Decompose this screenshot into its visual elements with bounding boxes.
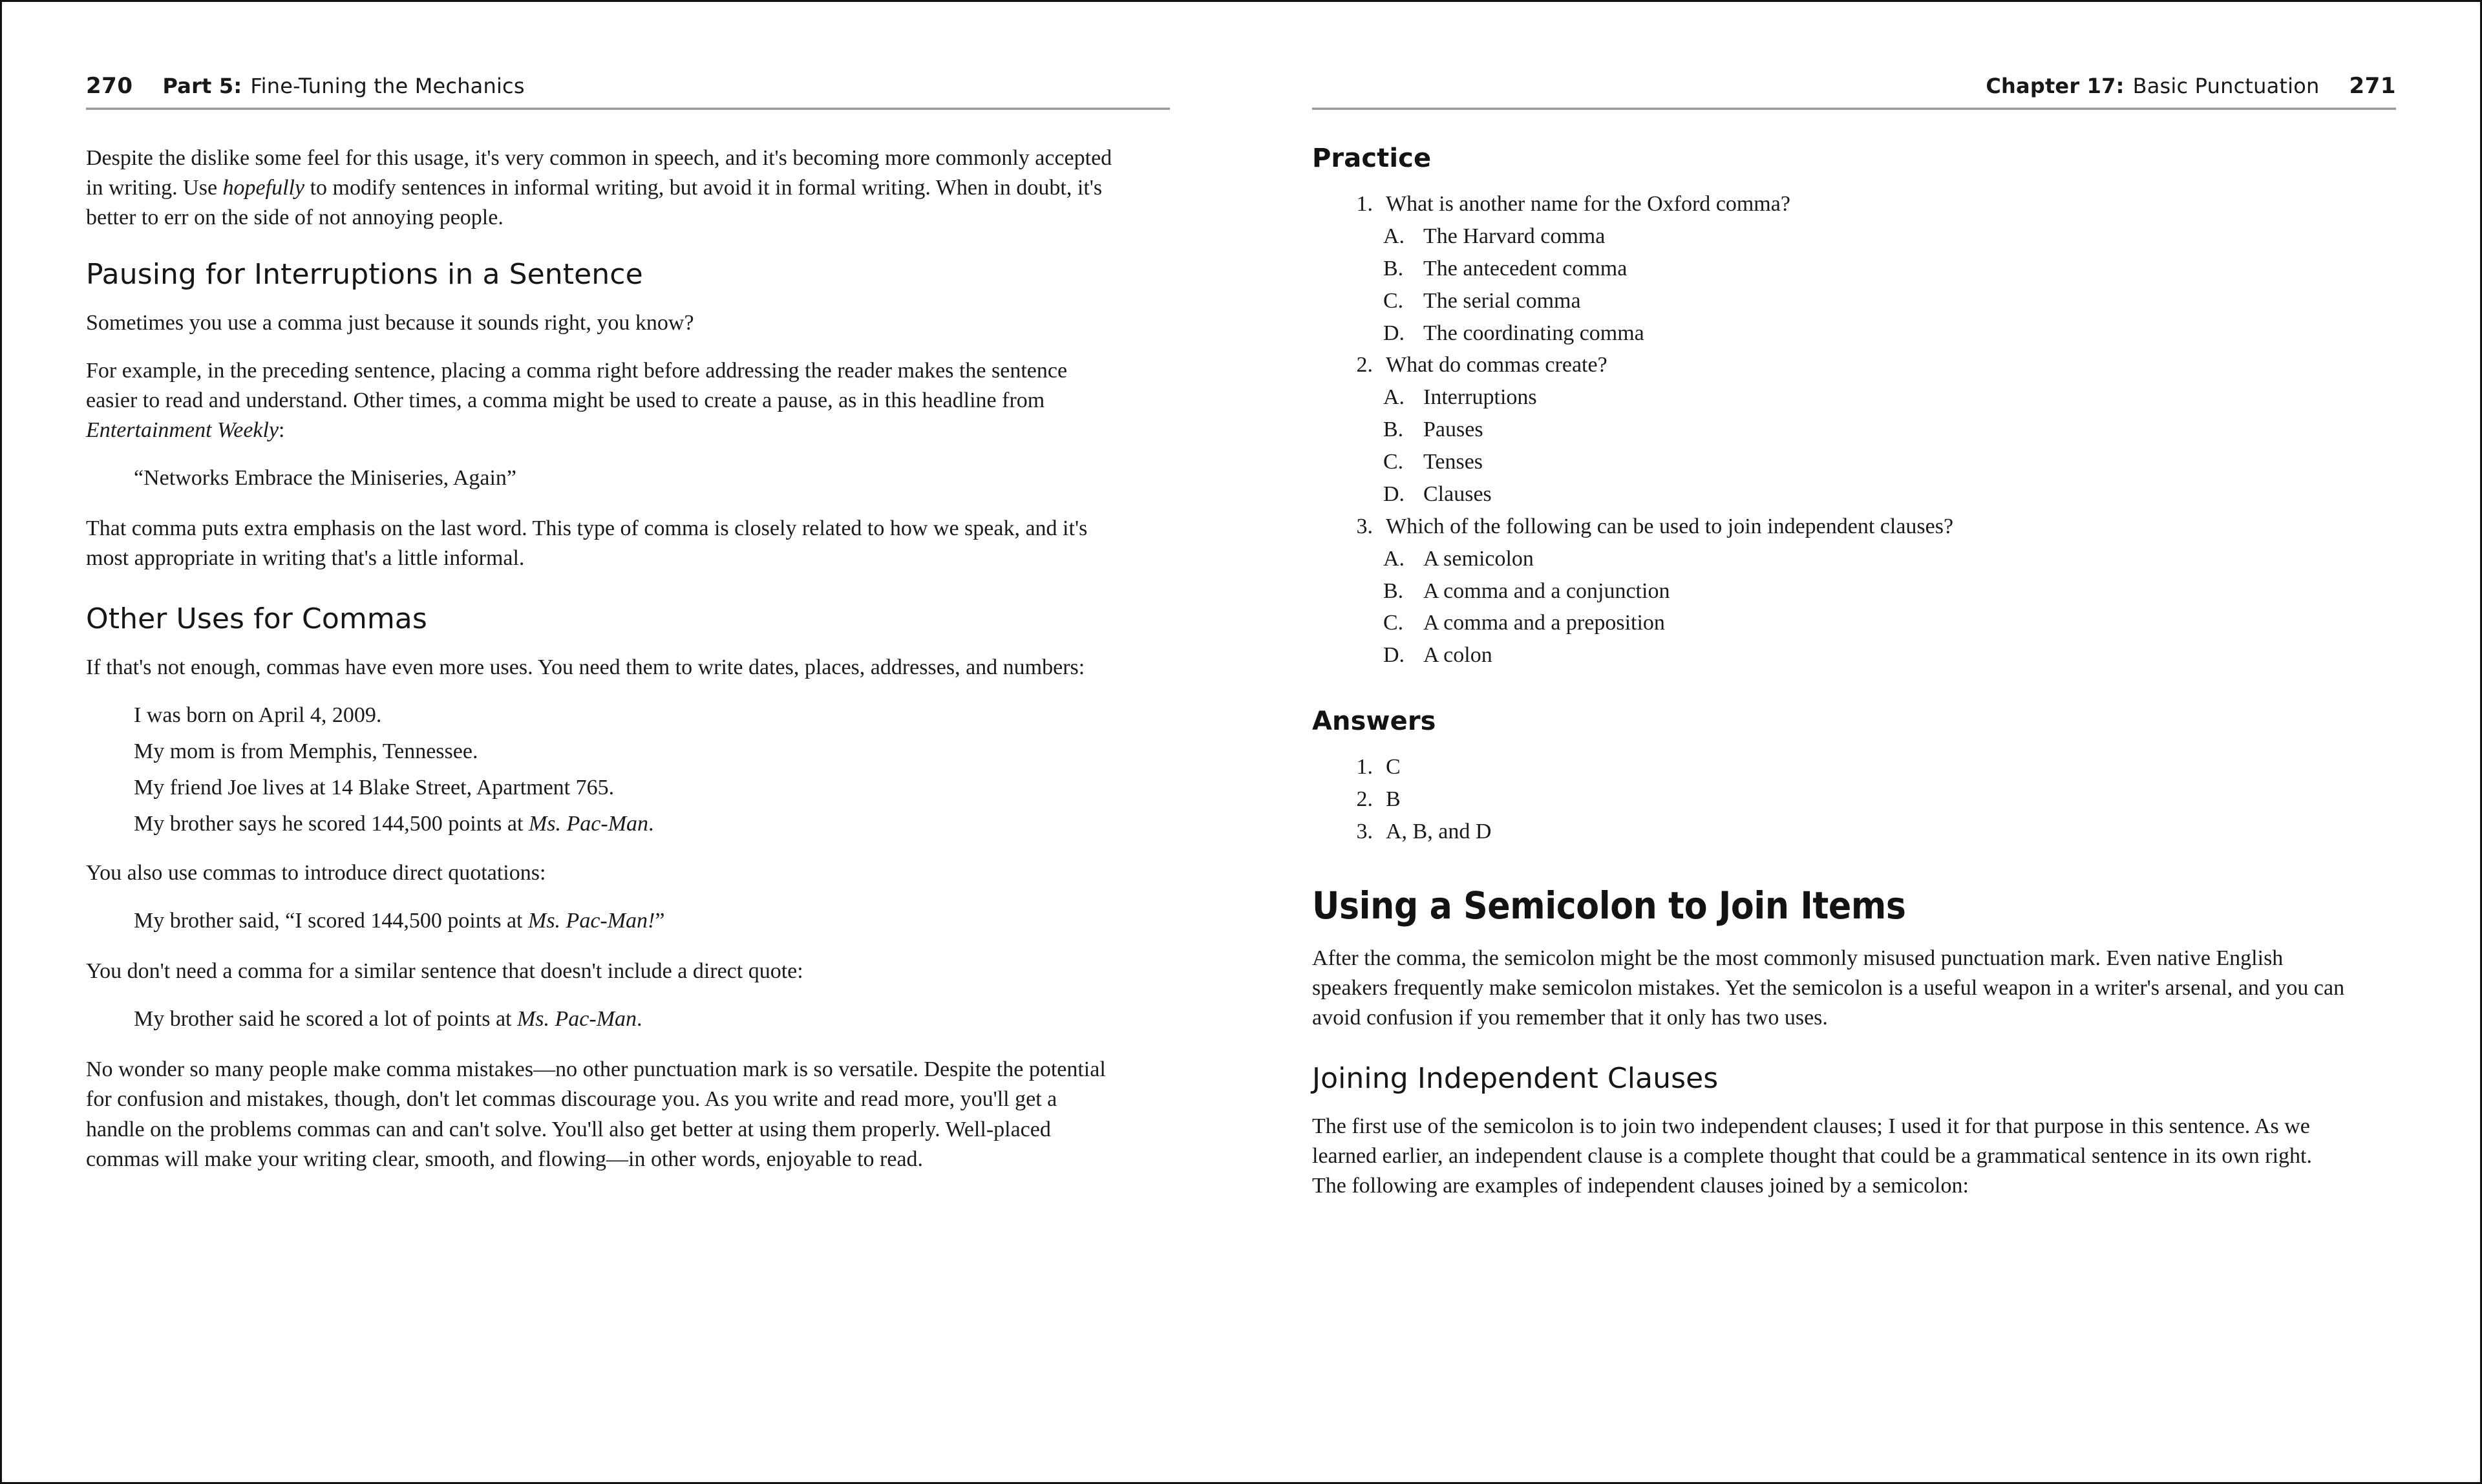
pausing-text-b: : <box>279 418 285 442</box>
option-letter: A. <box>1383 385 1405 410</box>
option-text: The Harvard comma <box>1423 224 1606 248</box>
right-header-rule <box>1312 107 2396 110</box>
game-title-2: Ms. Pac-Man! <box>528 909 655 933</box>
answer-text: A, B, and D <box>1386 819 1492 843</box>
pausing-paragraph-1: Sometimes you use a comma just because it sounds right, you know? <box>86 310 694 335</box>
question-number: 3. <box>1356 514 1373 538</box>
indirect-quote-example-block <box>86 1004 1170 1034</box>
pausing-text-a: For example, in the preceding sentence, placing a comma right before addressing the reader makes the sentence easier to read and understand. Other times, a comma might be used to create a pause, as in this headline from <box>86 358 1068 412</box>
comma-example-number-tail: . <box>648 812 654 836</box>
option-text: A colon <box>1423 643 1492 668</box>
intro-text-b: to modify sentences in informal writing, but avoid it in formal writing. When in doubt, it's better to err on the side of not annoying people. <box>86 176 1103 230</box>
heading-pausing-interruptions: Pausing for Interruptions in a Sentence <box>86 258 643 292</box>
right-page <box>1241 2 2480 1482</box>
practice-question-3 <box>1312 513 2396 670</box>
right-body-column <box>1312 143 2396 1202</box>
option-letter: B. <box>1383 578 1404 603</box>
game-title-1: Ms. Pac-Man <box>528 812 649 836</box>
option-row[interactable] <box>1312 480 2396 509</box>
option-letter: C. <box>1383 611 1404 635</box>
page-number-left: 270 <box>86 73 133 99</box>
option-text: A comma and a preposition <box>1423 611 1665 635</box>
option-text: The antecedent comma <box>1423 256 1628 281</box>
option-text: Tenses <box>1423 450 1483 474</box>
two-page-spread <box>2 2 2480 1482</box>
option-letter: D. <box>1383 321 1405 345</box>
noquote-text-a: My brother said he scored a lot of points at <box>134 1007 517 1032</box>
quote-text-b: ” <box>655 909 665 933</box>
option-letter: A. <box>1383 546 1405 571</box>
heading-using-a-semicolon: Using a Semicolon to Join Items <box>1312 883 1906 928</box>
answer-number: 2. <box>1356 787 1373 811</box>
left-page <box>2 2 1241 1482</box>
option-text: Pauses <box>1423 418 1483 442</box>
practice-question-list <box>1312 190 2396 670</box>
option-text: Interruptions <box>1423 385 1537 410</box>
pausing-paragraph-2 <box>86 356 1120 445</box>
option-row[interactable] <box>1312 545 2396 574</box>
other-uses-paragraph-1: If that's not enough, commas have even more uses. You need them to write dates, places, addresses, and numbers: <box>86 655 1085 679</box>
option-letter: C. <box>1383 288 1404 313</box>
answer-number: 3. <box>1356 819 1373 843</box>
practice-question-2 <box>1312 351 2396 509</box>
question-text: Which of the following can be used to join independent clauses? <box>1386 514 1954 538</box>
comma-example-place: My mom is from Memphis, Tennessee. <box>134 739 478 763</box>
noquote-text-b: . <box>637 1007 642 1032</box>
option-letter: D. <box>1383 482 1405 506</box>
question-row <box>1312 513 2396 542</box>
answer-row <box>1312 818 2396 847</box>
answers-list <box>1312 753 2396 847</box>
answer-text: B <box>1386 787 1401 811</box>
left-header-rule <box>86 107 1170 110</box>
option-letter: B. <box>1383 418 1404 442</box>
option-row[interactable] <box>1312 287 2396 316</box>
answer-row <box>1312 785 2396 814</box>
page-number-right: 271 <box>2349 73 2396 99</box>
option-row[interactable] <box>1312 609 2396 638</box>
option-row[interactable] <box>1312 319 2396 348</box>
pausing-paragraph-3: That comma puts extra emphasis on the last word. This type of comma is closely related to how we speak, and it's most appropriate in writing that's a little informal. <box>86 516 1088 571</box>
question-text: What do commas create? <box>1386 353 1607 377</box>
option-row[interactable] <box>1312 222 2396 251</box>
option-letter: B. <box>1383 256 1404 281</box>
left-body-column <box>86 143 1170 1174</box>
game-title-3: Ms. Pac-Man <box>516 1007 637 1032</box>
right-running-head <box>1312 73 2396 101</box>
option-text: A semicolon <box>1423 546 1534 571</box>
other-uses-paragraph-4: No wonder so many people make comma mistakes—no other punctuation mark is so versatile. Despite the potential for confusion and mistakes, though, don't let commas discourage you. As you write and read more, you'll get a handle on the problems commas can and can't solve. You'll also get better at using them properly. Well-placed commas will make your writing clear, smooth, and flowing—in other words, enjoyable to read. <box>86 1057 1106 1171</box>
option-letter: C. <box>1383 450 1404 474</box>
option-row[interactable] <box>1312 641 2396 670</box>
comma-examples-list <box>86 701 1170 839</box>
chapter-title: Basic Punctuation <box>2132 74 2320 98</box>
option-row[interactable] <box>1312 448 2396 477</box>
part-title: Fine-Tuning the Mechanics <box>250 74 525 98</box>
option-letter: A. <box>1383 224 1405 248</box>
quote-text-a: My brother said, “I scored 144,500 points at <box>134 909 528 933</box>
comma-example-date: I was born on April 4, 2009. <box>134 703 382 727</box>
heading-joining-independent-clauses: Joining Independent Clauses <box>1312 1061 1719 1095</box>
option-row[interactable] <box>1312 416 2396 445</box>
other-uses-paragraph-2: You also use commas to introduce direct quotations: <box>86 861 546 885</box>
semicolon-intro-paragraph: After the comma, the semicolon might be the most commonly misused punctuation mark. Even native English speakers frequently make semicolon mistakes. Yet the semicolon is a useful weapon in a writer's arsenal, and you can avoid confusion if you remember that it only has two uses. <box>1312 946 2345 1030</box>
option-text: The serial comma <box>1423 288 1581 313</box>
intro-emphasis: hopefully <box>222 176 305 200</box>
indirect-quote-example <box>86 1004 1170 1034</box>
comma-example-address: My friend Joe lives at 14 Blake Street, Apartment 765. <box>134 776 615 800</box>
option-row[interactable] <box>1312 577 2396 606</box>
heading-other-uses-for-commas: Other Uses for Commas <box>86 602 427 636</box>
magazine-title: Entertainment Weekly <box>86 418 279 442</box>
option-text: A comma and a conjunction <box>1423 578 1670 603</box>
option-row[interactable] <box>1312 383 2396 412</box>
intro-text-a: Despite the dislike some feel for this usage, it's very common in speech, and it's becoming more commonly accepted in writing. Use <box>86 146 1112 200</box>
other-uses-paragraph-3: You don't need a comma for a similar sentence that doesn't include a direct quote: <box>86 959 803 984</box>
direct-quote-example <box>86 906 1170 936</box>
answer-text: C <box>1386 755 1401 779</box>
question-text: What is another name for the Oxford comma? <box>1386 192 1790 216</box>
comma-example-number <box>86 809 1170 839</box>
intro-paragraph <box>86 143 1120 233</box>
question-row <box>1312 351 2396 380</box>
question-number: 2. <box>1356 353 1373 377</box>
heading-answers: Answers <box>1312 706 1436 737</box>
question-row <box>1312 190 2396 219</box>
left-running-head <box>86 73 1170 101</box>
comma-example-number-text: My brother says he scored 144,500 points at <box>134 812 529 836</box>
chapter-label: Chapter 17: <box>1986 74 2125 98</box>
option-row[interactable] <box>1312 255 2396 284</box>
practice-question-1 <box>1312 190 2396 348</box>
option-text: Clauses <box>1423 482 1492 506</box>
option-letter: D. <box>1383 643 1405 668</box>
direct-quote-example-block <box>86 906 1170 936</box>
headline-example: “Networks Embrace the Miniseries, Again” <box>134 466 516 491</box>
question-number: 1. <box>1356 192 1373 216</box>
headline-example-block <box>86 463 1170 493</box>
answer-row <box>1312 753 2396 782</box>
answer-number: 1. <box>1356 755 1373 779</box>
part-label: Part 5: <box>162 74 242 98</box>
option-text: The coordinating comma <box>1423 321 1644 345</box>
heading-practice: Practice <box>1312 143 1432 173</box>
joining-clauses-paragraph: The first use of the semicolon is to join two independent clauses; I used it for that purpose in this sentence. As we learned earlier, an independent clause is a complete thought that could be a grammatical sentence in its own right. The following are examples of independent clauses joined by a semicolon: <box>1312 1114 2312 1198</box>
